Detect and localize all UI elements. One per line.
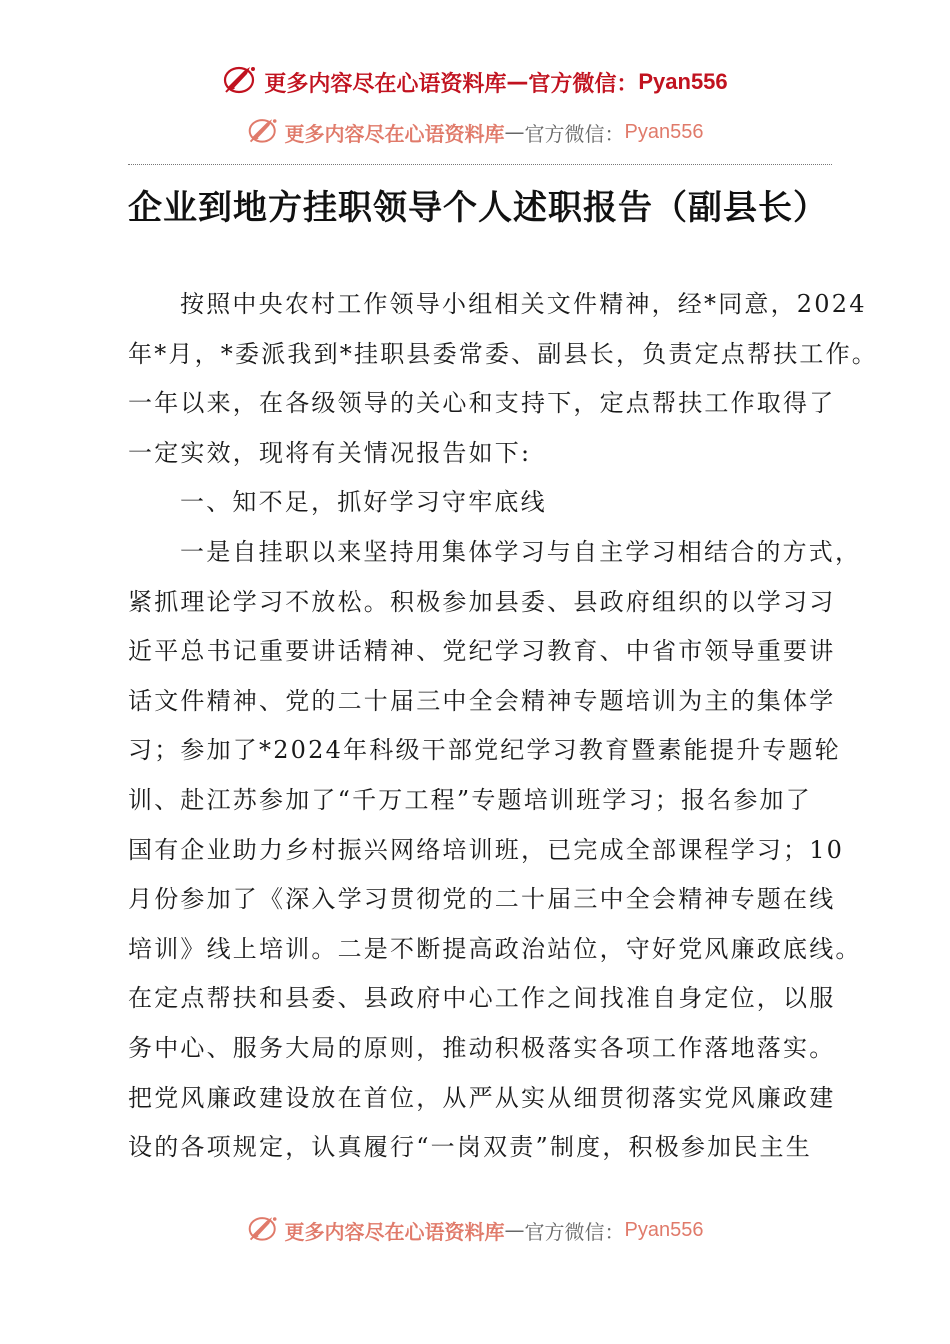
body-line: 训、赴江苏参加了“千万工程”专题培训班学习；报名参加了 <box>128 785 812 814</box>
body-line: 一年以来，在各级领导的关心和支持下，定点帮扶工作取得了 <box>128 389 836 418</box>
body-line: 一定实效，现将有关情况报告如下: <box>128 438 532 467</box>
body-line: 国有企业助力乡村振兴网络培训班，已完成全部课程学习；10 <box>128 835 845 864</box>
banner-separator: — <box>504 120 525 144</box>
banner-separator: — <box>504 1218 525 1242</box>
banner-brand-text: 更多内容尽在心语资料库 <box>284 121 505 146</box>
header-divider <box>128 164 832 165</box>
pen-nib-logo-icon <box>222 63 260 101</box>
body-line: 把党风廉政建设放在首位，从严从实从细贯彻落实党风廉政建 <box>128 1083 836 1112</box>
pen-nib-logo-icon <box>247 1213 281 1248</box>
header-banner-primary <box>0 62 950 102</box>
banner-wechat-label: 官方微信： <box>528 70 639 97</box>
body-line: 设的各项规定，认真履行“一岗双责”制度，积极参加民主生 <box>128 1133 812 1162</box>
banner-wechat-id: Pyan556 <box>624 1218 704 1241</box>
body-line: 务中心、服务大局的原则，推动积极落实各项工作落地落实。 <box>128 1033 836 1062</box>
pen-nib-logo-icon <box>247 115 281 150</box>
banner-wechat-id: Pyan556 <box>624 120 704 143</box>
banner-wechat-label: 官方微信： <box>524 1219 625 1244</box>
body-line: 按照中央农村工作领导小组相关文件精神，经*同意，2024 <box>180 290 867 318</box>
body-line: 习；参加了*2024年科级干部党纪学习教育暨素能提升专题轮 <box>128 736 841 765</box>
body-line: 培训》线上培训。二是不断提高政治站位，守好党风廉政底线。 <box>128 934 862 963</box>
footer-banner <box>0 1212 950 1248</box>
body-line: 年*月，*委派我到*挂职县委常委、副县长，负责定点帮扶工作。 <box>128 339 878 368</box>
banner-wechat-label: 官方微信： <box>524 121 625 146</box>
document-title: 企业到地方挂职领导个人述职报告（副县长） <box>128 188 828 228</box>
body-line: 紧抓理论学习不放松。积极参加县委、县政府组织的以学习习 <box>128 587 836 616</box>
banner-brand-text: 更多内容尽在心语资料库 <box>264 70 507 97</box>
body-line: 在定点帮扶和县委、县政府中心工作之间找准自身定位，以服 <box>128 984 836 1013</box>
document-body <box>128 280 878 1173</box>
body-line: 话文件精神、党的二十届三中全会精神专题培训为主的集体学 <box>128 686 836 715</box>
banner-wechat-id: Pyan556 <box>638 69 728 94</box>
banner-separator: — <box>506 69 529 95</box>
body-line: 近平总书记重要讲话精神、党纪学习教育、中省市领导重要讲 <box>128 637 836 666</box>
banner-brand-text: 更多内容尽在心语资料库 <box>284 1219 505 1244</box>
header-banner-secondary <box>0 114 950 150</box>
body-line: 一是自挂职以来坚持用集体学习与自主学习相结合的方式， <box>180 537 862 566</box>
body-line: 月份参加了《深入学习贯彻党的二十届三中全会精神专题在线 <box>128 885 836 914</box>
section-heading: 一、知不足，抓好学习守牢底线 <box>180 488 547 517</box>
